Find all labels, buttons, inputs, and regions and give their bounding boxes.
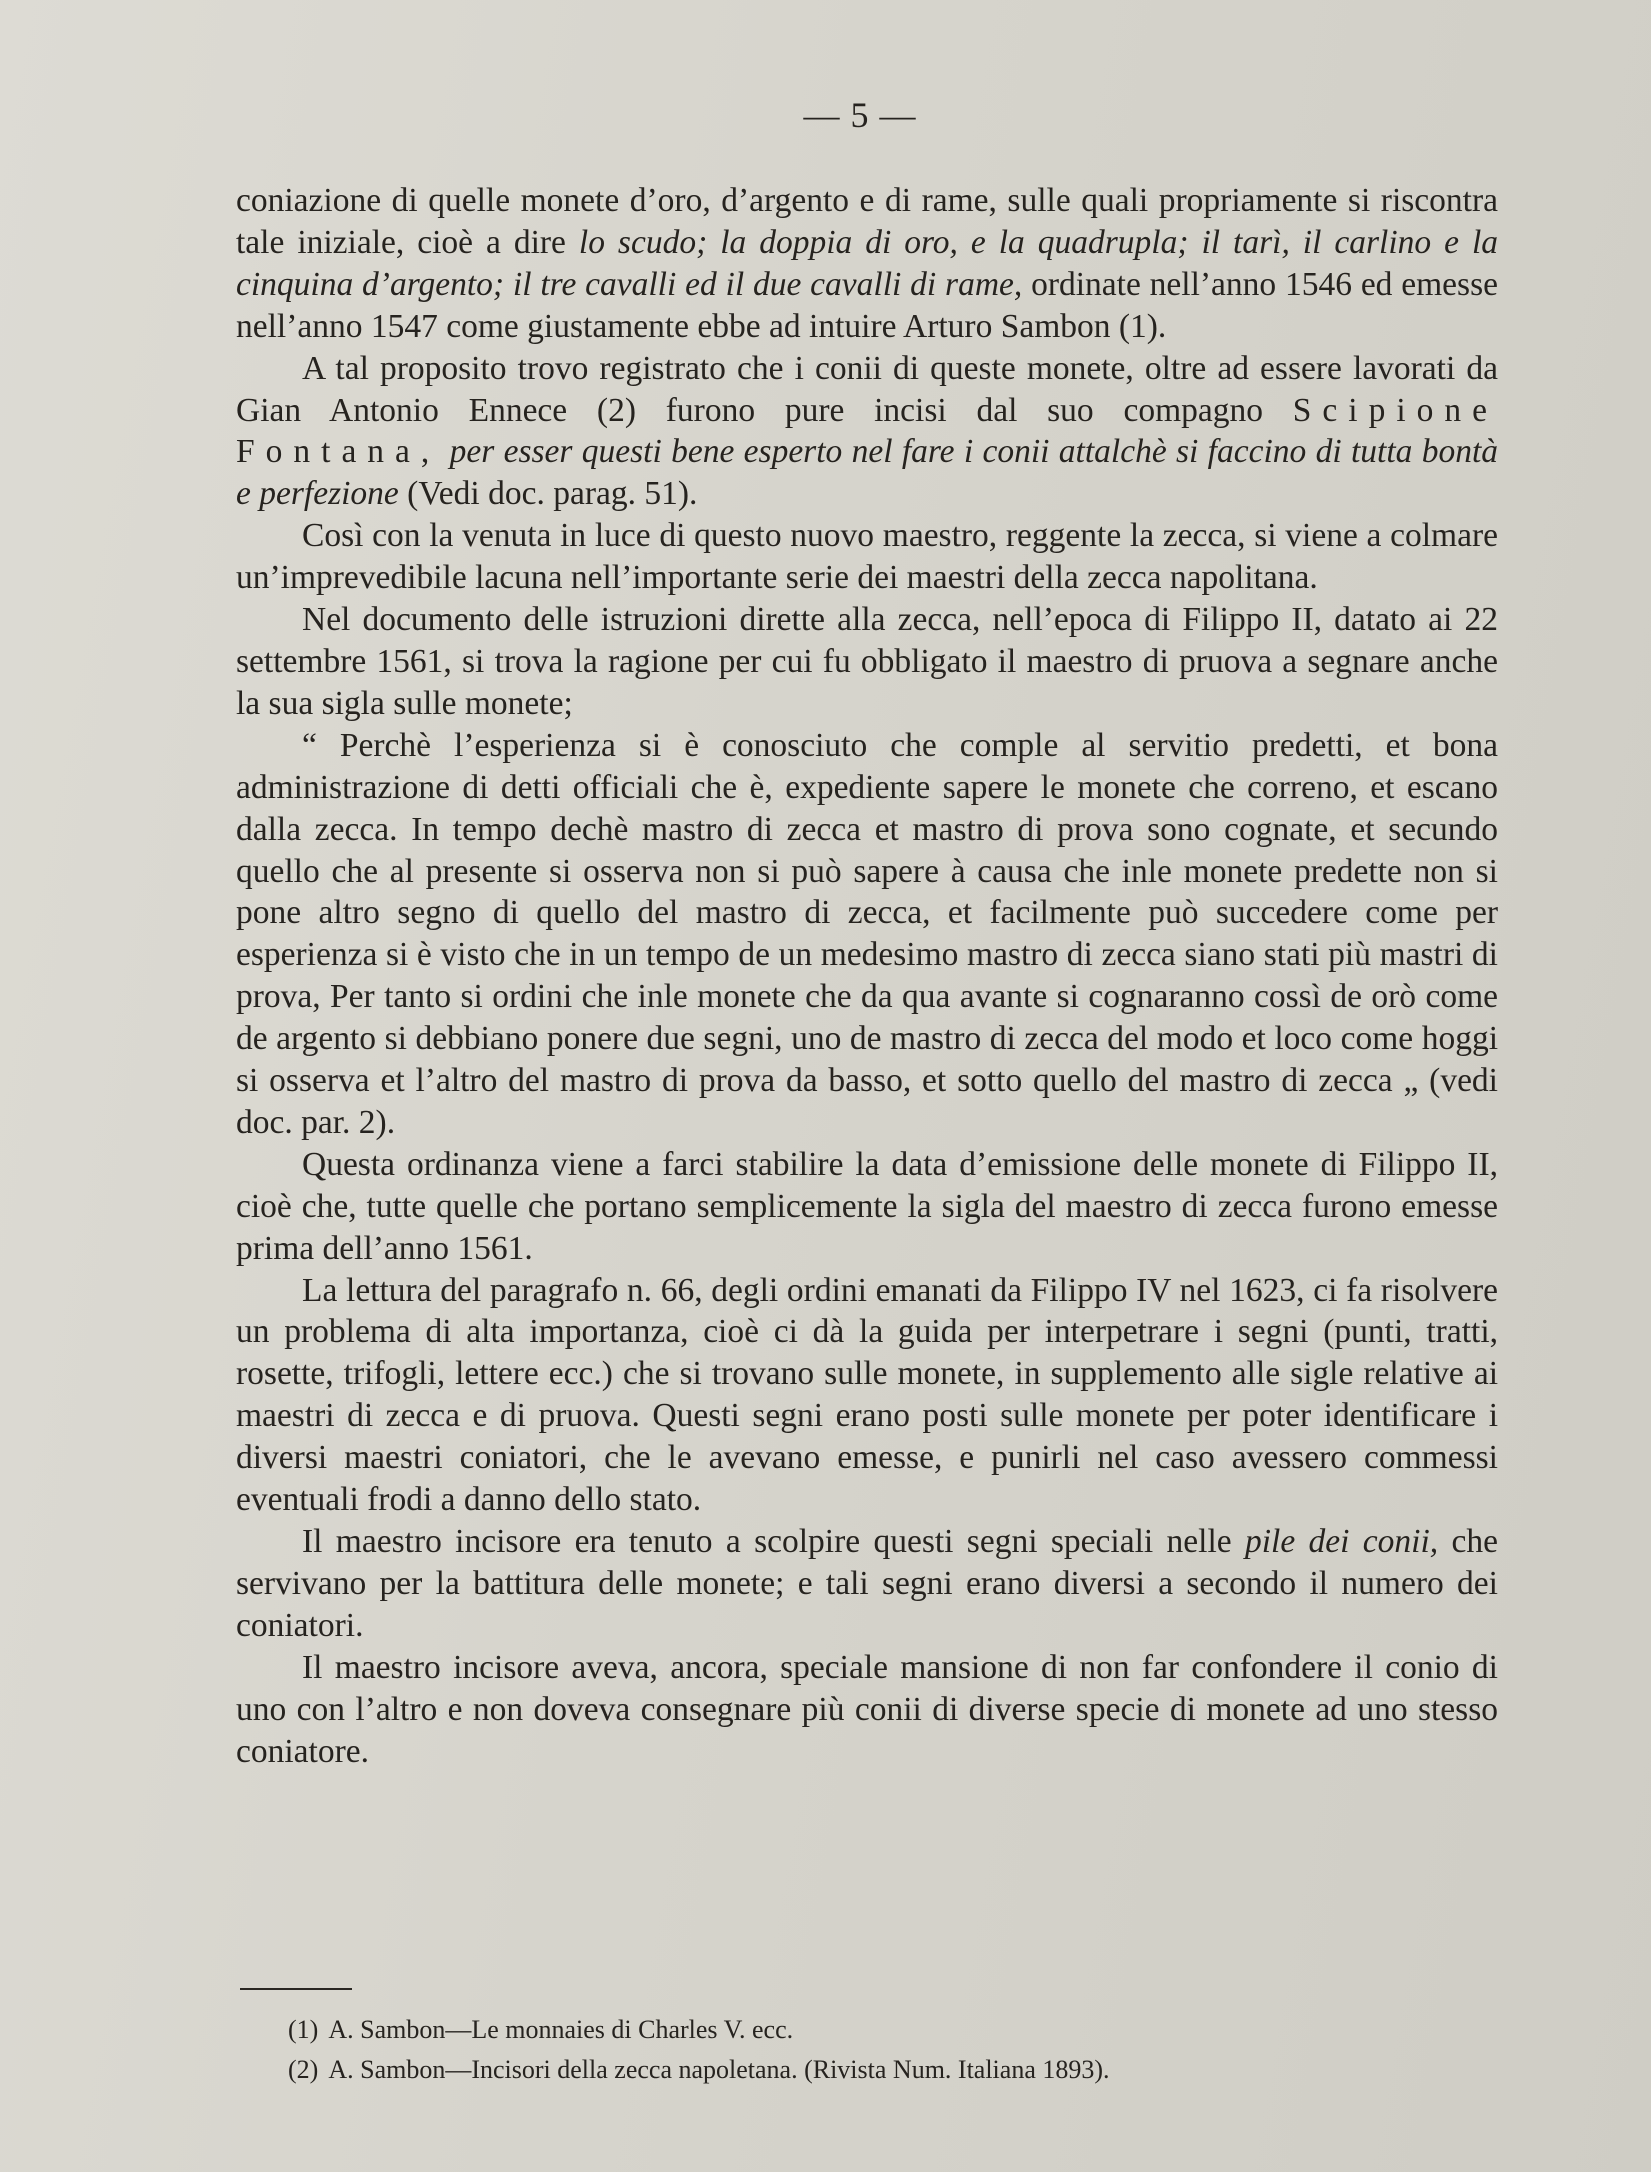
paragraph [236,599,1498,725]
footnote-divider [240,1988,352,1990]
text-run: ordinate nell’anno 1546 ed emesse nell’anno 1547 come giustamente ebbe ad intuire Arturo Sambon (1). [236,265,1498,345]
paragraph [236,180,1498,348]
footnotes [288,2010,1428,2090]
text-run: “ Perchè l’esperienza si è conosciuto che comple al servitio predetti, et bona administrazione di detti officiali che è, expediente sapere le monete che correno, et escano dalla zecca. In tempo dechè mastro di zecca et mastro di prova sono cognate, et secundo quello che al presente si osserva non si può sapere à causa che inle monete predette non si pone altro segno di quello del mastro di zecca, et facilmente può succedere come per esperienza si è visto che in un tempo de un medesimo mastro di zecca siano stati più mastri di prova, Per tanto si ordini che inle monete che da qua avante si cognaranno cossì de orò come de argento si debbiano ponere due segni, uno de mastro di zecca del modo et loco come hoggi si osserva et l’altro del mastro di prova da basso, et sotto quello del mastro di zecca „ (vedi doc. par. 2). [236,726,1498,1141]
footnote-mark: (2) [288,2055,319,2084]
text-run: Il maestro incisore era tenuto a scolpire questi segni speciali nelle [302,1523,1245,1560]
text-run: A tal proposito trovo registrato che i conii di queste monete, oltre ad essere lavorati da Gian Antonio Ennece (2) furono pure incisi dal suo compagno [236,349,1498,429]
text-run: La lettura del paragrafo n. 66, degli ordini emanati da Filippo IV nel 1623, ci fa risolvere un problema di alta importanza, cioè ci dà la guida per interpetrare i segni (punti, tratti, rosette, trifogli, lettere ecc.) che si trovano sulle monete, in supplemento alle sigle relative ai maestri di zecca e di pruova. Questi segni erano posti sulle monete per poter identificare i diversi maestri coniatori, che le avevano emesse, e punirli nel caso avessero commessi eventuali frodi a danno dello stato. [236,1271,1498,1519]
text-run: Così con la venuta in luce di questo nuovo maestro, reggente la zecca, si viene a colmare un’imprevedibile lacuna nell’importante serie dei maestri della zecca napolitana. [236,517,1498,597]
footnote [288,2050,1428,2090]
paragraph [236,515,1498,599]
italic-text: pile dei conii, [1244,1523,1439,1560]
paragraph [236,725,1498,1144]
italic-text: lo scudo; la doppia di oro, e la quadrupla; il tarì, il carlino e la cinquina d’argento; il tre cavalli ed il due cavalli di rame, [236,223,1498,303]
text-run: Nel documento delle istruzioni dirette alla zecca, nell’epoca di Filippo II, datato ai 22 settembre 1561, si trova la ragione per cui fu obbligato il maestro di pruova a segnare anche la sua sigla sulle monete; [236,601,1498,722]
paragraph [236,348,1498,516]
text-run: Il maestro incisore aveva, ancora, speciale mansione di non far confondere il conio di uno con l’altro e non doveva consegnare più conii di diverse specie di monete ad uno stesso coniatore. [236,1648,1498,1770]
text-run: (Vedi doc. parag. 51). [398,475,698,513]
paragraph [236,1521,1498,1647]
paragraph [236,1647,1498,1773]
footnote [288,2010,1428,2050]
page-number: — 5 — [803,95,917,135]
text-run: che servivano per la battitura delle monete; e tali segni erano diversi a secondo il numero dei coniatori. [236,1523,1498,1644]
footnote-text: A. Sambon—Le monnaies di Charles V. ecc. [328,2015,794,2044]
paragraph [236,1270,1498,1521]
spaced-name: Scipione Fontana, [236,391,1498,471]
text-run: coniazione di quelle monete d’oro, d’argento e di rame, sulle quali propriamente si riscontra tale iniziale, cioè a dire [236,182,1498,261]
italic-text: per esser questi bene esperto nel fare i conii attalchè si faccino di tutta bontà e perfezione [236,433,1499,513]
body-text [236,180,1498,1772]
footnote-mark: (1) [288,2015,319,2044]
text-run [440,433,449,470]
text-run: Questa ordinanza viene a farci stabilire la data d’emissione delle monete di Filippo II, cioè che, tutte quelle che portano semplicemente la sigla del maestro di zecca furono emesse prima dell’anno 1561. [236,1145,1498,1267]
paragraph [236,1144,1498,1270]
footnote-text: A. Sambon—Incisori della zecca napoletana. (Rivista Num. Italiana 1893). [328,2055,1110,2084]
